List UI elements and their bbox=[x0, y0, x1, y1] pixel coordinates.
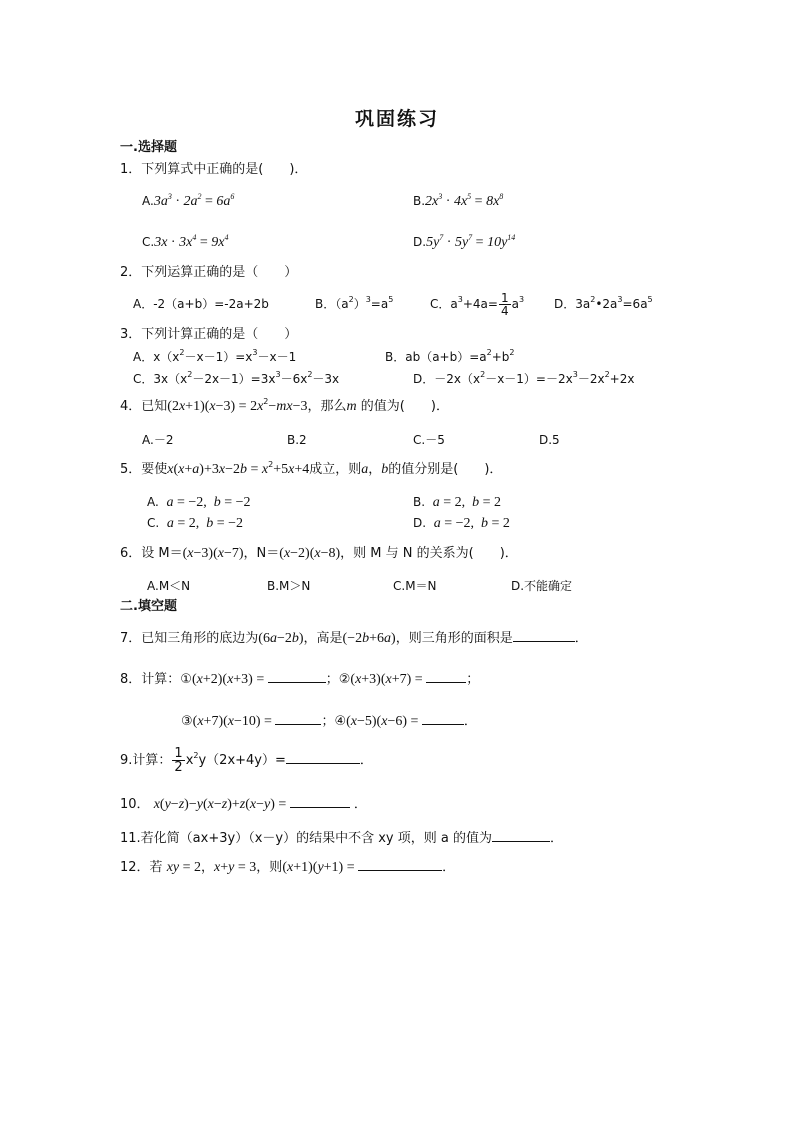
q12-dot: ． bbox=[442, 860, 456, 875]
q6-option-a: A.M＜N bbox=[147, 579, 191, 593]
q8-pre: 8．计算：① bbox=[120, 672, 192, 687]
answer-blank[interactable] bbox=[513, 629, 575, 642]
q10-pre: 10． bbox=[120, 797, 150, 812]
q3-d-post: +2x bbox=[609, 372, 635, 386]
q9-dot: ． bbox=[359, 753, 373, 768]
q1-option-d: $D.5y^7 \cdot 5y^7 = 10y^{14}$ bbox=[413, 233, 516, 250]
q12-sep: ， bbox=[201, 860, 215, 875]
q6-stem: 6．设 M＝(x−3)(x−7)，N＝(x−2)(x−8)，则 M 与 N 的关系为( )． bbox=[120, 546, 518, 561]
q8-pre2: ③ bbox=[181, 714, 193, 729]
q2-c-pre: C．a bbox=[430, 297, 458, 311]
q3-c-mid2: －6x bbox=[280, 372, 308, 386]
section-choice-heading: 一.选择题 bbox=[120, 140, 177, 155]
q8-line1: 8．计算：①(x+2)(x+3) = ；②(x+3)(x+7) = ； bbox=[120, 672, 480, 687]
q5-a-label: A. bbox=[147, 495, 159, 509]
q9-mid2: y（2x+4y）= bbox=[198, 753, 286, 768]
q1-option-a: $A.3a^3 \cdot 2a^2 = 6a^6$ bbox=[142, 192, 235, 209]
q8-line2: ③(x+7)(x−10) = ；④(x−5)(x−6) = ． bbox=[181, 714, 477, 729]
q3-a-post: －x－1 bbox=[257, 350, 297, 364]
q4-option-c: C.－5 bbox=[413, 433, 445, 447]
q8-dot: ． bbox=[463, 714, 477, 729]
q6-stem-end: ，则 M 与 N 的关系为( )． bbox=[340, 546, 518, 561]
fraction-one-quarter: $\frac{1}{4}$ bbox=[500, 291, 509, 318]
q2-b-mid: ） bbox=[353, 297, 366, 311]
q12-sep2: ，则 bbox=[256, 860, 283, 875]
section-fill-heading: 二.填空题 bbox=[120, 599, 177, 614]
q9-pre: 9.计算： bbox=[120, 753, 172, 768]
q4-stem-end: 的值为( )． bbox=[356, 399, 449, 414]
q5-stem-mid: 成立，则 bbox=[309, 462, 362, 477]
answer-blank[interactable] bbox=[290, 795, 350, 808]
q6-option-b: B.M＞N bbox=[267, 579, 311, 593]
q6-stem-mid: ，N＝ bbox=[243, 546, 280, 561]
q3-option-a: A．$x(x^2-x-1)=x^3-x-1$ bbox=[133, 348, 297, 364]
q7-stem: 7．已知三角形的底边为(6a−2b)，高是(−2b+6a)，则三角形的面积是 ． bbox=[120, 631, 588, 646]
q4-option-d: D.5 bbox=[539, 433, 560, 447]
q3-a-mid: －x－1）=x bbox=[184, 350, 253, 364]
q3-option-b: B．$ab(a+b)=a^2+b^2$ bbox=[385, 348, 515, 364]
q3-c-post: －3x bbox=[312, 372, 340, 386]
q3-stem: 3．下列计算正确的是（ ） bbox=[120, 327, 298, 342]
q5-option-a: A. a = −2, b = −2 bbox=[147, 495, 251, 510]
q2-c-post: a bbox=[511, 297, 519, 311]
q2-option-d: D．$3a^2•2a^3=6a^5$ bbox=[554, 295, 653, 311]
answer-blank[interactable] bbox=[358, 858, 442, 871]
q2-d-mid: •2a bbox=[595, 297, 618, 311]
q6-option-c: C.M＝N bbox=[393, 579, 437, 593]
answer-blank[interactable] bbox=[426, 670, 466, 683]
q4-option-b: B.2 bbox=[287, 433, 307, 447]
q5-d-label: D. bbox=[413, 516, 427, 530]
q7-pre: 7．已知三角形的底边为 bbox=[120, 631, 259, 646]
q3-option-d: D．$-2x(x^2-x-1)=-2x^3-2x^2+2x$ bbox=[413, 370, 635, 386]
q3-d-mid: －x－1）=－2x bbox=[485, 372, 573, 386]
q5-stem-pre: 5．要使 bbox=[120, 462, 168, 477]
q2-c-mid: +4a= bbox=[462, 297, 498, 311]
q3-d-pre: D．－2x（x bbox=[413, 372, 481, 386]
q4-stem-post: ，那么 bbox=[307, 399, 347, 414]
q3-b-pre: B．ab（a+b）=a bbox=[385, 350, 487, 364]
answer-blank[interactable] bbox=[286, 751, 360, 764]
q3-c-mid: －2x－1）=3x bbox=[192, 372, 276, 386]
q7-mid: ，高是 bbox=[303, 631, 343, 646]
q7-end: ，则三角形的面积是 bbox=[395, 631, 513, 646]
q4-stem: 4．已知$(2x+1)(x-3) = 2x^2-mx-3$，那么m 的值为( )． bbox=[120, 397, 449, 414]
answer-blank[interactable] bbox=[492, 829, 550, 842]
q9-mid: x bbox=[185, 753, 194, 768]
answer-blank[interactable] bbox=[275, 712, 321, 725]
q11-text: 11.若化简（ax+3y）（x－y）的结果中不含 xy 项，则 a 的值为 bbox=[120, 831, 492, 846]
answer-blank[interactable] bbox=[422, 712, 464, 725]
q5-stem-end: 的值分别是( )． bbox=[388, 462, 503, 477]
q10-stem: 10． x(y−z)−y(x−z)+z(x−y) = ． bbox=[120, 797, 367, 812]
q3-c-pre: C．3x（x bbox=[133, 372, 188, 386]
q5-stem-mid2: ， bbox=[368, 462, 382, 477]
q12-pre: 12．若 bbox=[120, 860, 163, 875]
q3-a-pre: A．x（x bbox=[133, 350, 180, 364]
q8-sep2: ；④ bbox=[321, 714, 347, 729]
q11-dot: ． bbox=[549, 831, 563, 846]
q1-b-label: B. bbox=[413, 194, 426, 208]
q6-option-d: D.不能确定 bbox=[511, 579, 573, 593]
q2-d-pre: D．3a bbox=[554, 297, 591, 311]
q1-d-label: D. bbox=[413, 235, 427, 249]
q4-option-a: A.－2 bbox=[142, 433, 174, 447]
q1-stem: 1．下列算式中正确的是( )． bbox=[120, 162, 308, 177]
q5-stem: 5．要使$x(x+a)+3x-2b = x^2+5x+4$成立，则a，b的值分别是( )． bbox=[120, 460, 503, 477]
q2-b-pre: B．（a bbox=[315, 297, 349, 311]
q7-dot: ． bbox=[574, 631, 588, 646]
q11-stem bbox=[120, 829, 563, 847]
q3-b-mid: +b bbox=[491, 350, 510, 364]
q2-b-post: =a bbox=[370, 297, 389, 311]
answer-blank[interactable] bbox=[268, 670, 326, 683]
q5-b-label: B. bbox=[413, 495, 426, 509]
q9-stem: 9.计算： $\frac{1}{2}$ $x^2y(2x+4y)=$ ． bbox=[120, 746, 373, 775]
q1-option-b: $B.2x^3 \cdot 4x^5 = 8x^8$ bbox=[413, 192, 504, 209]
q2-d-post: =6a bbox=[622, 297, 648, 311]
q1-a-label: A. bbox=[142, 194, 154, 208]
q10-dot: ． bbox=[353, 797, 367, 812]
q5-option-b: B. a = 2, b = 2 bbox=[413, 495, 501, 510]
q1-c-label: C. bbox=[142, 235, 155, 249]
q2-option-c: C．$a^3+4a=$ $\frac{1}{4}$ $a^3$ bbox=[430, 291, 525, 318]
q2-option-a: A．-2（a+b）=-2a+2b bbox=[133, 297, 269, 311]
q2-stem: 2．下列运算正确的是（ ） bbox=[120, 265, 298, 280]
q4-stem-pre: 4．已知 bbox=[120, 399, 168, 414]
q6-stem-pre: 6．设 M＝ bbox=[120, 546, 183, 561]
fraction-one-half: $\frac{1}{2}$ bbox=[174, 746, 183, 775]
q5-c-label: C. bbox=[147, 516, 160, 530]
q8-semi: ； bbox=[466, 672, 480, 687]
q8-sep: ；② bbox=[325, 672, 351, 687]
q3-option-c: C．$3x(x^2-2x-1)=3x^3-6x^2-3x$ bbox=[133, 370, 340, 386]
q3-d-mid2: －2x bbox=[577, 372, 605, 386]
q2-option-b: B．$(a^2)^3=a^5$ bbox=[315, 295, 394, 311]
q5-option-d: D. a = −2, b = 2 bbox=[413, 516, 510, 531]
page-title: 巩固练习 bbox=[354, 108, 439, 130]
q5-option-c: C. a = 2, b = −2 bbox=[147, 516, 244, 531]
q1-option-c: $C.3x \cdot 3x^4 = 9x^4$ bbox=[142, 233, 229, 250]
q12-stem: 12．若 xy = 2，x+y = 3，则(x+1)(y+1) = ． bbox=[120, 860, 456, 875]
